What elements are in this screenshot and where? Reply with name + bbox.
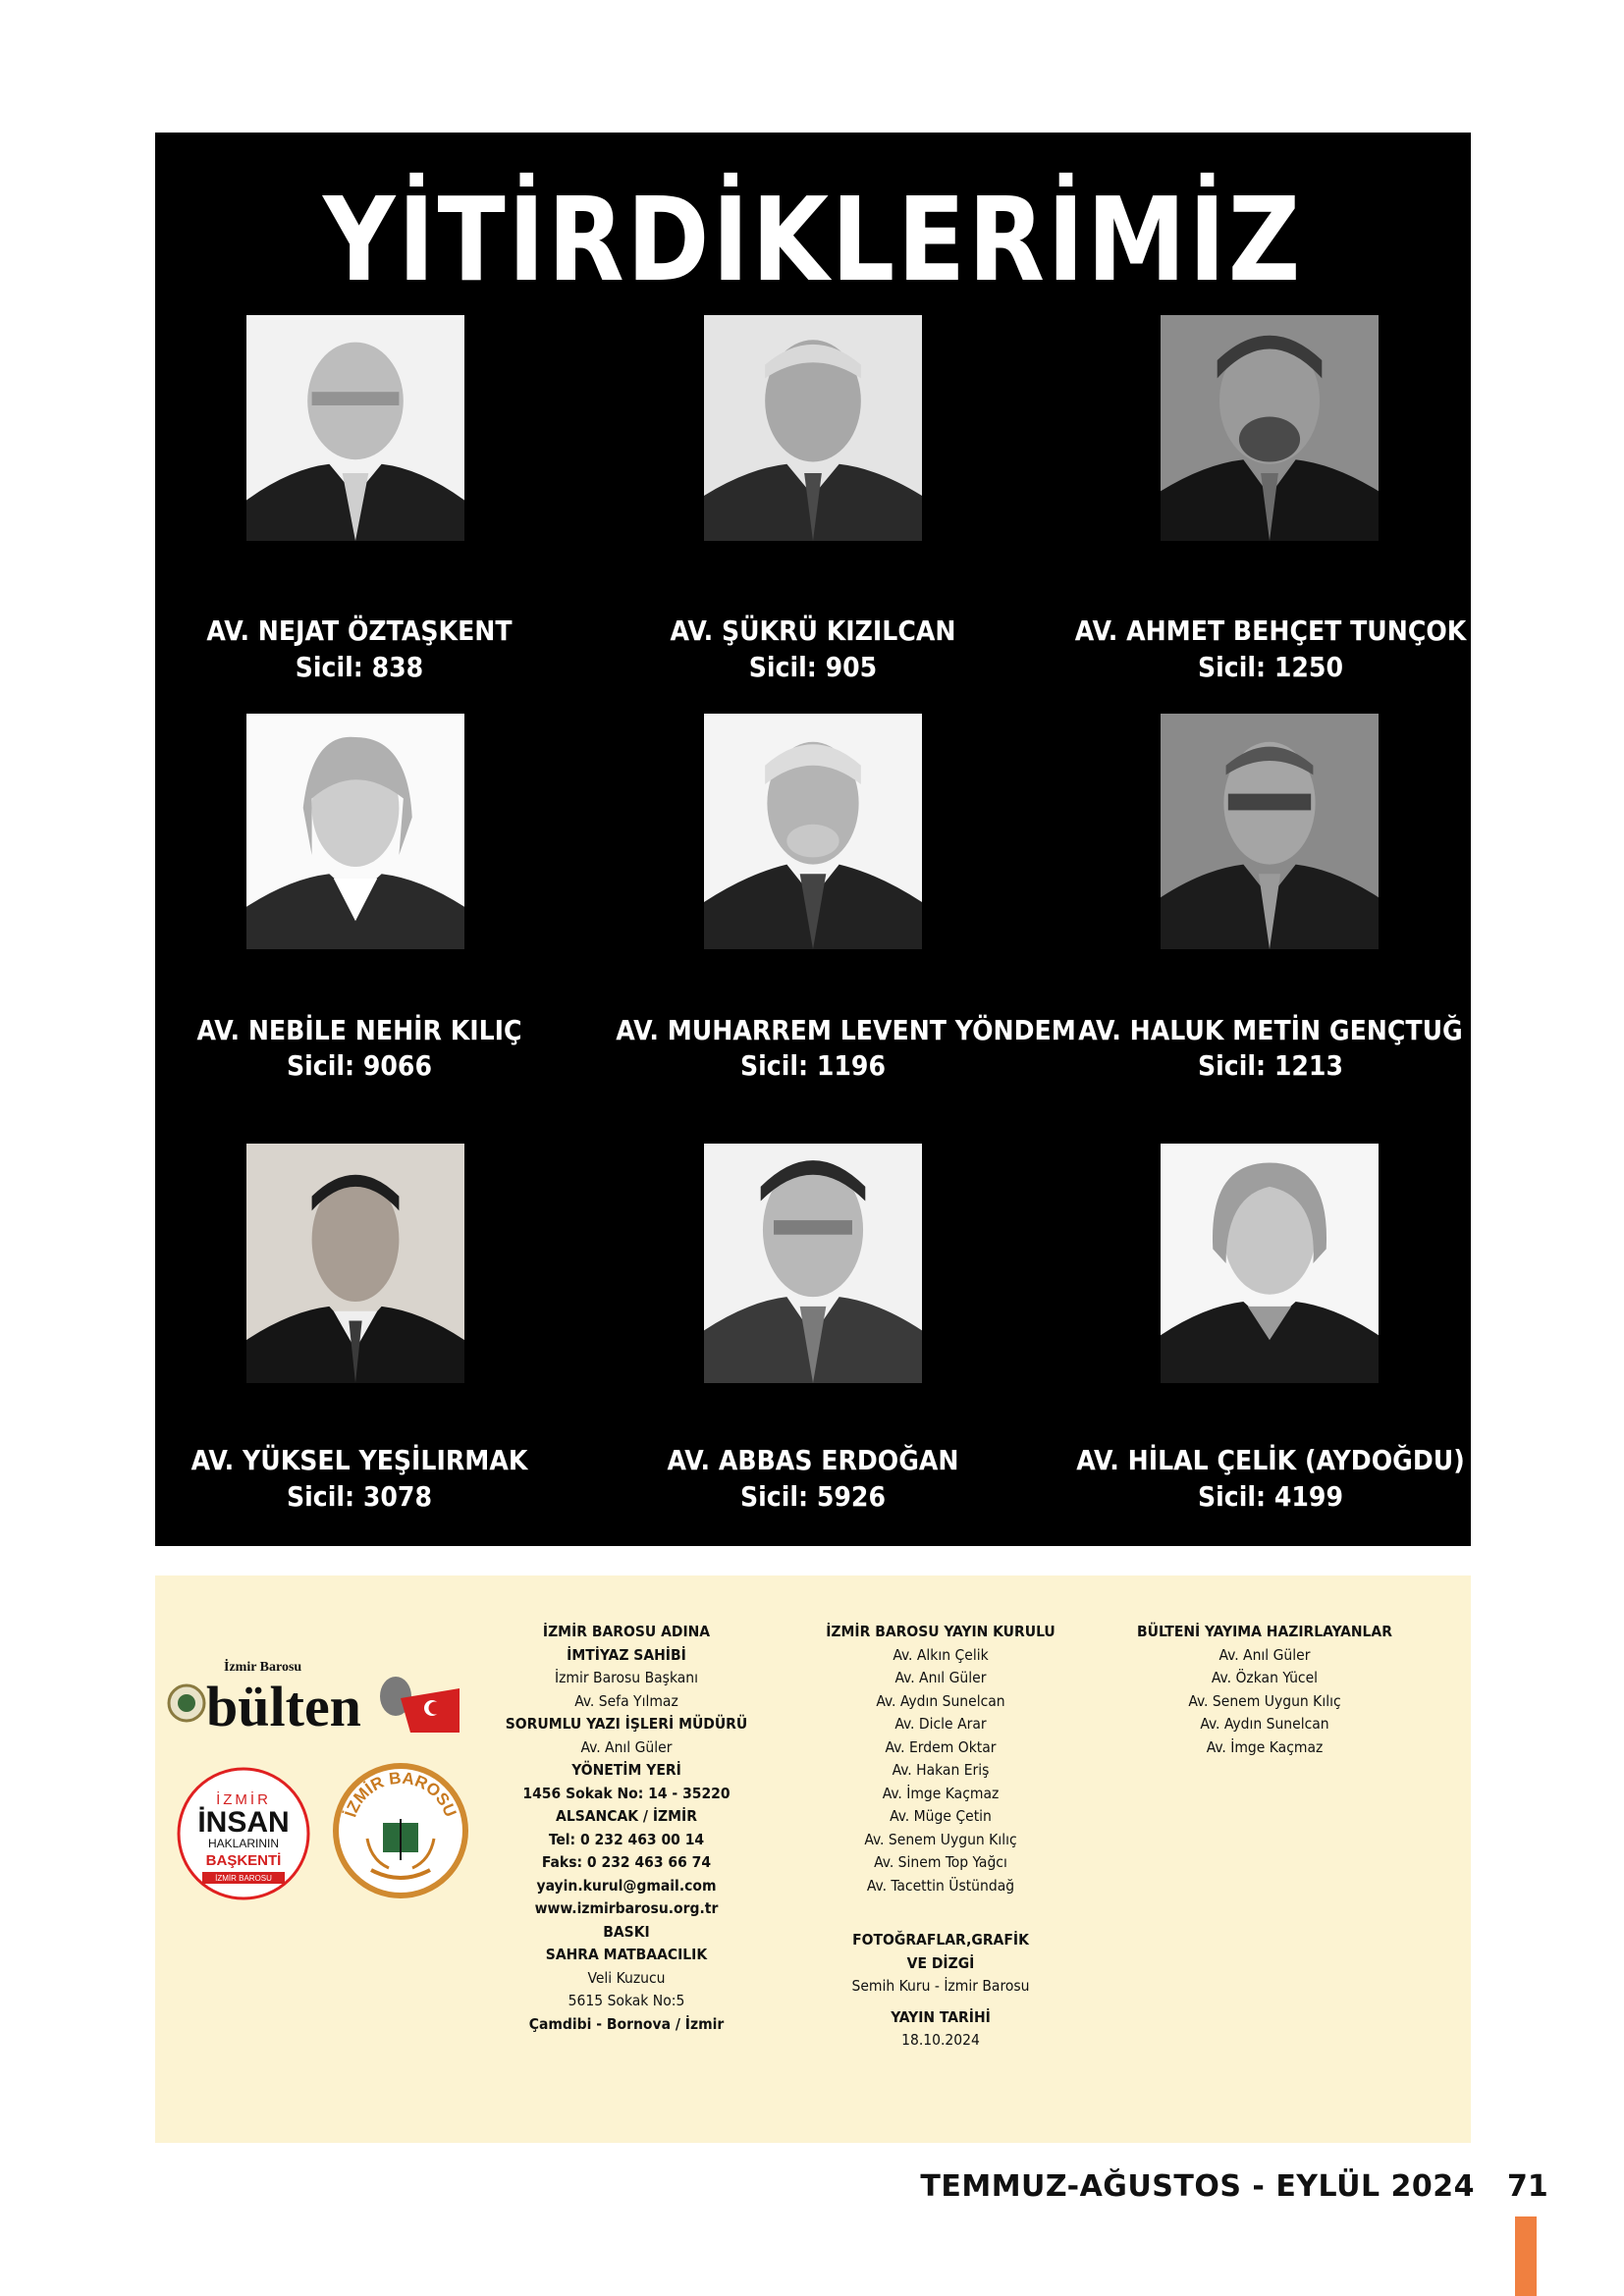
portrait-photo	[1161, 315, 1379, 541]
insan-logo-haklarinin: HAKLARININ	[207, 1837, 280, 1850]
person-name: AV. ABBAS ERDOĞAN	[667, 1444, 959, 1476]
seal-arc-text: İZMİR BAROSU	[341, 1768, 460, 1820]
credit-member: Av. Hakan Eriş	[892, 1761, 990, 1779]
person-sicil: Sicil: 3078	[287, 1480, 432, 1513]
credit-member: Av. Anıl Güler	[894, 1669, 987, 1686]
izmir-barosu-seal	[332, 1762, 469, 1899]
credit-line: Faks: 0 232 463 66 74	[541, 1853, 712, 1871]
person-name: AV. MUHARREM LEVENT YÖNDEM	[616, 1014, 1076, 1046]
credit-line: ALSANCAK / İZMİR	[556, 1807, 697, 1825]
credits-publisher-column	[479, 1621, 774, 2036]
credits-panel	[155, 1575, 1471, 2143]
person-sicil: Sicil: 1196	[740, 1049, 886, 1082]
person-sicil: Sicil: 838	[295, 651, 424, 683]
portrait-photo	[1161, 714, 1379, 949]
portrait-photo	[704, 315, 922, 541]
credit-heading: FOTOĞRAFLAR,GRAFİK	[852, 1931, 1029, 1949]
credit-line: yayin.kurul@gmail.com	[536, 1876, 717, 1895]
bulten-logo-top: İzmir Barosu	[224, 1660, 302, 1675]
credit-line: 1456 Sokak No: 14 - 35220	[522, 1784, 731, 1802]
memorial-title: YİTİRDİKLERİMİZ	[323, 172, 1303, 307]
credit-member: Av. İmge Kaçmaz	[1206, 1737, 1324, 1756]
credit-heading: İZMİR BAROSU ADINA	[542, 1623, 711, 1640]
person-name: AV. HİLAL ÇELİK (AYDOĞDU)	[1076, 1444, 1465, 1476]
person-sicil: Sicil: 9066	[287, 1049, 432, 1082]
credits-board-column	[793, 1621, 1088, 2053]
portrait-photo	[704, 1144, 922, 1383]
person-sicil: Sicil: 1213	[1198, 1049, 1343, 1082]
credit-member: Av. Aydın Sunelcan	[1200, 1715, 1329, 1733]
credit-line: Veli Kuzucu	[587, 1968, 666, 1987]
portrait-photo	[704, 714, 922, 949]
credit-member: Av. Senem Uygun Kılıç	[1188, 1691, 1341, 1710]
credit-heading: YAYIN TARİHİ	[891, 2007, 991, 2026]
credit-member: Av. Sinem Top Yağcı	[874, 1853, 1007, 1871]
person-name: AV. YÜKSEL YEŞİLIRMAK	[190, 1444, 528, 1476]
insan-logo-baro: İZMİR BAROSU	[215, 1874, 272, 1883]
insan-logo-baskenti: BAŞKENTİ	[205, 1852, 282, 1869]
accent-bar	[1515, 2216, 1537, 2296]
credit-member: Av. Anıl Güler	[1218, 1645, 1311, 1664]
credit-member: Av. Aydın Sunelcan	[876, 1691, 1005, 1710]
credit-heading: YÖNETİM YERİ	[571, 1761, 681, 1779]
credit-member: Av. İmge Kaçmaz	[882, 1784, 1000, 1802]
memorial-section	[155, 133, 1471, 1546]
credit-line: Semih Kuru - İzmir Barosu	[851, 1977, 1030, 1995]
credit-heading: SAHRA MATBAACILIK	[545, 1946, 708, 1963]
bulten-logo	[165, 1649, 460, 1737]
credit-line: Çamdibi - Bornova / İzmir	[528, 2014, 725, 2033]
person-name: AV. NEJAT ÖZTAŞKENT	[206, 614, 513, 647]
credit-line: www.izmirbarosu.org.tr	[534, 1899, 719, 1917]
credit-heading: BÜLTENİ YAYIMA HAZIRLAYANLAR	[1137, 1623, 1392, 1640]
person-name: AV. ŞÜKRÜ KIZILCAN	[670, 614, 956, 647]
person-sicil: Sicil: 1250	[1198, 651, 1343, 683]
insan-logo-izmir: İZMİR	[216, 1791, 271, 1808]
person-name: AV. AHMET BEHÇET TUNÇOK	[1074, 614, 1467, 647]
person-sicil: Sicil: 4199	[1198, 1480, 1343, 1513]
credit-line: 5615 Sokak No:5	[568, 1992, 685, 2009]
credit-member: Av. Alkın Çelik	[893, 1645, 989, 1664]
insan-haklari-logo	[177, 1767, 310, 1900]
credit-line: Av. Anıl Güler	[580, 1737, 673, 1756]
person-sicil: Sicil: 905	[748, 651, 878, 683]
portrait-photo	[246, 1144, 464, 1383]
credit-heading: VE DİZGİ	[906, 1953, 975, 1972]
credit-heading: İZMİR BAROSU YAYIN KURULU	[826, 1623, 1056, 1640]
portrait-photo	[1161, 1144, 1379, 1383]
credit-heading: BASKI	[603, 1922, 650, 1941]
credit-member: Av. Senem Uygun Kılıç	[864, 1830, 1017, 1848]
credit-member: Av. Tacettin Üstündağ	[866, 1876, 1015, 1895]
bulten-logo-word: bülten	[206, 1675, 361, 1737]
credit-member: Av. Erdem Oktar	[885, 1737, 997, 1756]
credits-editors-column	[1112, 1621, 1417, 1759]
person-name: AV. NEBİLE NEHİR KILIÇ	[196, 1014, 522, 1046]
insan-logo-insan: İNSAN	[197, 1806, 290, 1839]
credit-member: Av. Müge Çetin	[890, 1807, 992, 1825]
credit-line: Tel: 0 232 463 00 14	[548, 1830, 705, 1848]
credit-line: İzmir Barosu Başkanı	[554, 1669, 699, 1686]
portrait-photo	[246, 315, 464, 541]
credit-heading: SORUMLU YAZI İŞLERİ MÜDÜRÜ	[505, 1715, 748, 1733]
person-sicil: Sicil: 5926	[740, 1480, 886, 1513]
portrait-photo	[246, 714, 464, 949]
person-name: AV. HALUK METİN GENÇTUĞ	[1078, 1014, 1463, 1046]
issue-label: TEMMUZ-AĞUSTOS - EYLÜL 2024	[920, 2169, 1475, 2204]
publish-date: 18.10.2024	[901, 2031, 980, 2049]
credit-heading: İMTİYAZ SAHİBİ	[567, 1645, 686, 1664]
page-number: 71	[1507, 2169, 1548, 2204]
credit-member: Av. Özkan Yücel	[1211, 1669, 1319, 1686]
credit-member: Av. Dicle Arar	[894, 1715, 987, 1733]
credit-line: Av. Sefa Yılmaz	[574, 1691, 678, 1710]
